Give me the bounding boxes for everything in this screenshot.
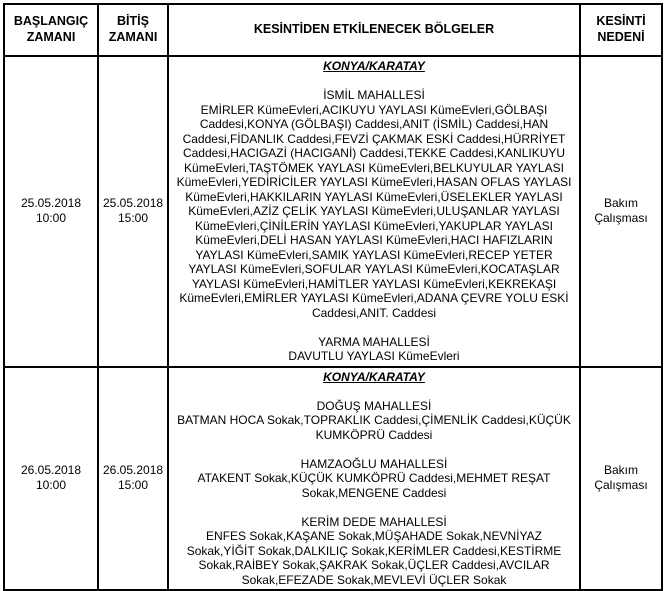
end-time-cell [98, 367, 168, 591]
street-list: EMİRLER KümeEvleri,ACIKUYU YAYLASI KümeEvleri,GÖLBAŞI Caddesi,KONYA (GÖLBAŞI) Caddesi,ANIT (İSMİL) Caddesi,HAN Caddesi,FİDANLIK Caddesi,FEVZİ ÇAKMAK ESKİ Caddesi,HÜRRİYET Caddesi,HACIGAZİ (HACIGANİ) Caddesi,TEKKE Caddesi,KANLIKUYU KümeEvleri,TAŞTÖMEK YAYLASI KümeEvleri,BELKUYULAR YAYLASI KümeEvleri,YEDİRİCİLER YAYLASI KümeEvleri,HASAN OFLAS YAYLASI KümeEvleri,HAKKILARIN YAYLASI KümeEvleri,ÜSELEKLER YAYLASI KümeEvleri,AZİZ ÇELİK YAYLASI KümeEvleri,ULUŞANLAR YAYLASI KümeEvleri,ÇİNİLERİN YAYLASI KümeEvleri,YAKUPLAR YAYLASI KümeEvleri,DELİ HASAN YAYLASI KümeEvleri,HACI HAFIZLARIN YAYLASI KümeEvleri,SAMIK YAYLASI KümeEvleri,RECEP YETER YAYLASI KümeEvleri,SOFULAR YAYLASI KümeEvleri,KOCATAŞLAR YAYLASI KümeEvleri,HAMİTLER YAYLASI KümeEvleri,KEKREKAŞI KümeEvleri,EMİRLER YAYLASI KümeEvleri,ADANA ÇEVRE YOLU ESKİ Caddesi,ANIT. Caddesi [176, 102, 572, 320]
end-time-cell [98, 56, 168, 367]
neighbourhood-section [173, 335, 575, 364]
table-header-row [4, 4, 662, 56]
neighbourhood-section [173, 457, 575, 501]
neighbourhood-section [173, 88, 575, 320]
outage-reason-cell: Bakım Çalışması [580, 56, 662, 367]
neighbourhood-name: YARMA MAHALLESİ [318, 334, 430, 349]
end-time: 15:00 [117, 478, 149, 493]
outage-schedule-table [3, 3, 663, 591]
city-district-title: KONYA/KARATAY [323, 59, 425, 73]
start-date: 26.05.2018 [20, 463, 82, 478]
affected-regions-cell [168, 367, 580, 591]
neighbourhood-name: İSMİL MAHALLESİ [323, 88, 425, 102]
start-time: 10:00 [35, 478, 67, 493]
column-header-end-time: BİTİŞ ZAMANI [98, 4, 168, 56]
neighbourhood-name: KERİM DEDE MAHALLESİ [301, 514, 447, 529]
street-list: ENFES Sokak,KAŞANE Sokak,MÜŞAHADE Sokak,NEVNİYAZ Sokak,YİĞİT Sokak,DALKILIÇ Sokak,KERİMLER Caddesi,KESTİRME Sokak,RAİBEY Sokak,ŞAKRAK Sokak,ÜÇLER Caddesi,AVCILAR Sokak,EFEZADE Sokak,MEVLEVİ ÜÇLER Sokak [186, 529, 562, 587]
street-list: ATAKENT Sokak,KÜÇÜK KUMKÖPRÜ Caddesi,MEHMET REŞAT Sokak,MENGENE Caddesi [197, 471, 551, 500]
table-row [4, 367, 662, 591]
start-time-cell [4, 56, 98, 367]
column-header-start-time: BAŞLANGIÇ ZAMANI [4, 4, 98, 56]
start-time-cell [4, 367, 98, 591]
neighbourhood-name: HAMZAOĞLU MAHALLESİ [300, 456, 448, 471]
neighbourhood-section [173, 399, 575, 443]
end-date: 25.05.2018 [103, 196, 164, 211]
outage-reason-cell: Bakım Çalışması [580, 367, 662, 591]
affected-regions-cell [168, 56, 580, 367]
city-district-title: KONYA/KARATAY [323, 369, 425, 384]
street-list: BATMAN HOCA Sokak,TOPRAKLIK Caddesi,ÇİMENLİK Caddesi,KÜÇÜK KUMKÖPRÜ Caddesi [177, 413, 571, 442]
street-list: DAVUTLU YAYLASI KümeEvleri [288, 349, 460, 363]
column-header-affected-regions: KESİNTİDEN ETKİLENECEK BÖLGELER [168, 4, 580, 56]
start-date: 25.05.2018 [20, 196, 82, 211]
start-time: 10:00 [35, 211, 67, 226]
neighbourhood-name: DOĞUŞ MAHALLESİ [316, 398, 432, 413]
column-header-outage-reason: KESİNTİ NEDENİ [580, 4, 662, 56]
neighbourhood-section [173, 515, 575, 588]
end-date: 26.05.2018 [103, 463, 164, 478]
table-row [4, 56, 662, 367]
end-time: 15:00 [117, 211, 149, 226]
